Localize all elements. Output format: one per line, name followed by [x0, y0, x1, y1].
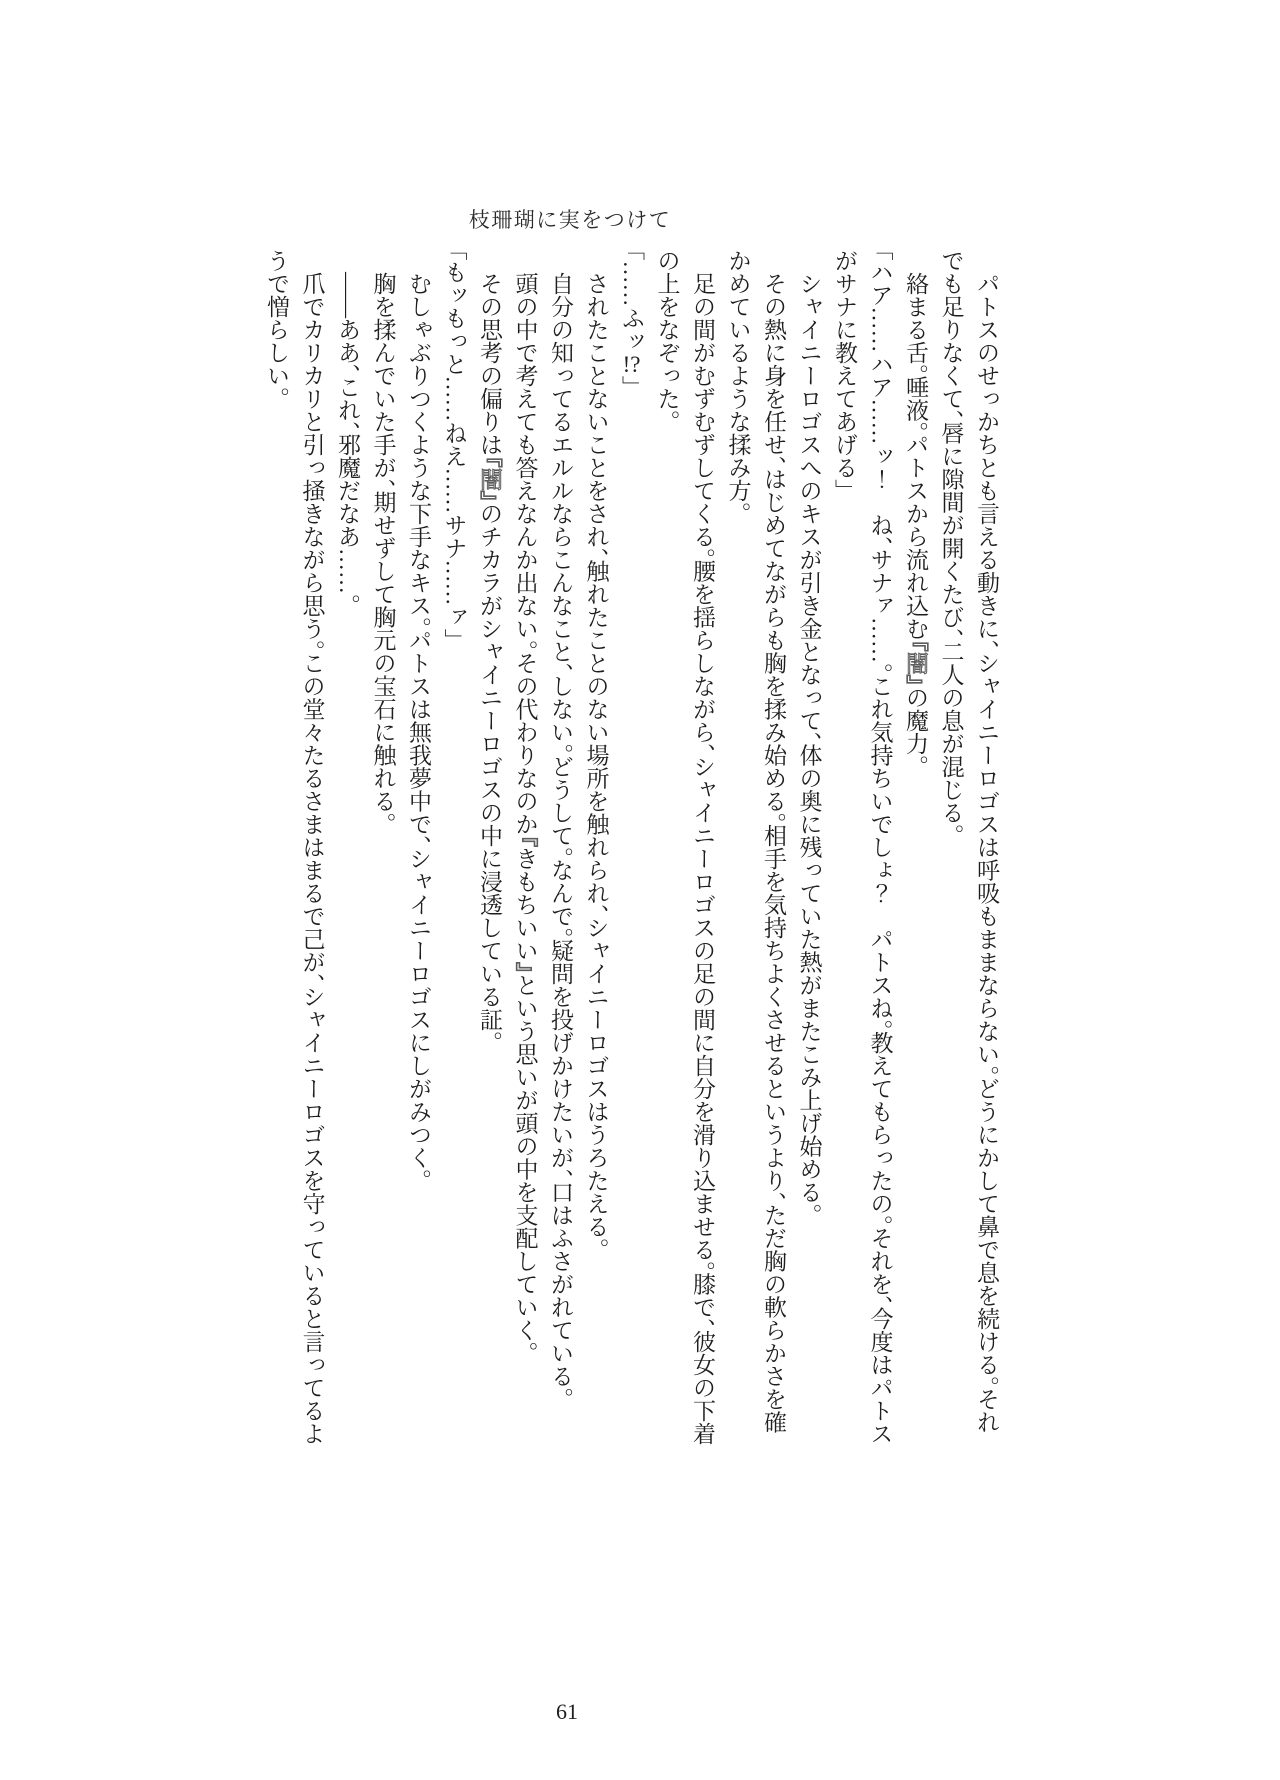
emphasis-outline-text: 』: [512, 962, 538, 974]
paragraph: [791, 249, 827, 1454]
paragraph: [401, 249, 437, 1454]
text-segment: 足の間がむずむずしてくる。腰を揺らしながら、シャイニーロゴスの足の間に自分を滑り込ませる。膝で、彼女の下着の上をなぞった。: [654, 249, 715, 1445]
page-number: 61: [556, 1699, 578, 1724]
paragraph: [827, 249, 898, 1454]
text-segment: 絡まる舌。唾液。パトスから流れ込む: [903, 272, 928, 640]
text-segment: されたことないことをされ、触れたことのない場所を触れられ、シャイニーロゴスはうろたえる。: [583, 272, 609, 1250]
paragraph: [649, 249, 720, 1454]
text-segment: 爪でカリカリと引っ掻きながら思う。この堂々たるさまはまるで己が、シャイニーロゴスを守っていると言ってるようで憎らしい。: [264, 249, 325, 1445]
text-segment: 頭の中で考えても答えなんか出ない。その代わりなのか: [512, 272, 538, 836]
text-segment: 「もッもっと……ねえ……サナ……ァ」: [441, 249, 467, 640]
paragraph: [543, 249, 579, 1454]
text-segment: 「ハア……ハア……ッ！ ね、サナァ……。これ気持ちいでしょ？ パトスね。教えてもらったの。それを、今度はパトスがサナに教えてあげる」: [832, 249, 893, 1445]
text-segment: 自分の知ってるエルルならこんなこと、しない。どうして。なんで。疑問を投げかけたいが、口はふさがれている。: [548, 272, 573, 1399]
text-segment: 」: [619, 375, 644, 387]
text-segment: その熱に身を任せ、はじめてながらも胸を揉み始める。相手を気持ちよくさせるというより、ただ胸の軟らかさを確かめているような揉み方。: [725, 249, 786, 1434]
text-segment: の魔力。: [903, 686, 928, 767]
text-segment: シャイニーロゴスへのキスが引き金となって、体の奥に残っていた熱がまたこみ上げ始める。: [796, 272, 822, 1215]
text-segment: 胸を揉んでいた手が、期せずして胸元の宝石に触れる。: [370, 272, 396, 824]
paragraph: [330, 249, 366, 1454]
text-block: [259, 249, 1005, 1454]
paragraph: [933, 249, 1004, 1454]
text-segment: という思いが頭の中を支配していく。: [512, 973, 538, 1353]
paragraph: [720, 249, 791, 1454]
paragraph: [614, 249, 650, 1454]
paragraph: [436, 249, 472, 1454]
running-head: [469, 204, 672, 234]
text-segment: きもちいい: [512, 847, 538, 962]
paragraph: [507, 249, 543, 1454]
tate-chu-yoko-glyph: !?: [622, 352, 641, 376]
emphasis-outline-text: 『闇』: [477, 456, 502, 502]
text-segment: のチカラがシャイニーロゴスの中に浸透している証。: [477, 502, 502, 1043]
text-segment: パトスのせっかちとも言える動きに、シャイニーロゴスは呼吸もままならない。どうにかして鼻で息を続ける。それでも足りなくて、唇に隙間が開くたび、二人の息が混じる。: [938, 249, 999, 1434]
paragraph: [259, 249, 330, 1454]
text-segment: むしゃぶりつくような下手なキス。パトスは無我夢中で、シャイニーロゴスにしがみつく。: [406, 272, 431, 1181]
running-head-title: 枝珊瑚に実をつけて: [468, 208, 672, 232]
paragraph: [578, 249, 614, 1454]
paragraph: [898, 249, 934, 1454]
text-segment: 「……ふッ: [619, 249, 644, 353]
text-segment: その思考の偏りは: [477, 272, 502, 456]
emphasis-outline-text: 『闇』: [903, 640, 928, 686]
text-segment: ——ああ、これ、邪魔だなあ……。: [335, 272, 360, 606]
paragraph: [365, 249, 401, 1454]
emphasis-outline-text: 『: [512, 835, 538, 847]
paragraph: [472, 249, 508, 1454]
